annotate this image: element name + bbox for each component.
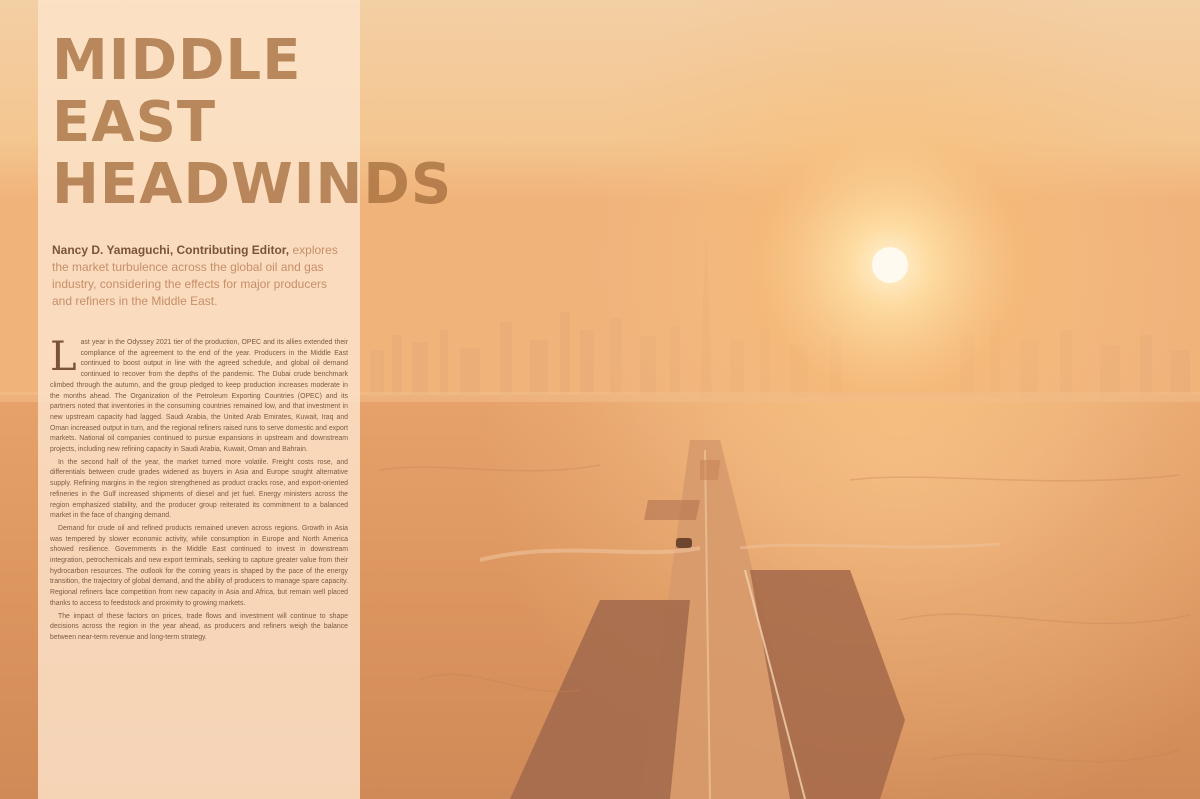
- car: [676, 538, 692, 548]
- article-body: [50, 338, 348, 796]
- article-headline: MIDDLE EAST HEADWINDS: [52, 28, 453, 217]
- article-standfirst: explores the market turbulence across the global oil and gas industry, considering the effects for major producers and refiners in the Middle East.: [52, 243, 338, 308]
- article-intro: [52, 242, 342, 310]
- body-paragraph: Demand for crude oil and refined products remained uneven across regions. Growth in Asia was tempered by slower economic activity, while consumption in Europe and North America showed resilience. Governments in the Middle East continued to invest in downstream integration, petrochemicals and new export terminals, seeking to capture greater value from their hydrocarbon resources. The outlook for the coming years is shaped by the pace of the energy transition, the trajectory of global demand, and the ability of producers to manage spare capacity. Regional refiners face competition from new capacity in Asia and Africa, but remain well placed thanks to access to feedstock and proximity to growing markets.: [50, 524, 348, 607]
- body-paragraph: In the second half of the year, the market turned more volatile. Freight costs rose, and differentials between crude grades widened as buyers in Asia and Europe sought alternative supply. Refining margins in the region strengthened as product cracks rose, and export-oriented refineries in the Gulf increased shipments of diesel and jet fuel. Energy ministers across the region emphasized stability, and the producer group reiterated its commitment to a balanced market in the face of changing demand.: [50, 458, 348, 520]
- drop-cap: L: [50, 338, 77, 380]
- body-paragraph: Last year in the Odyssey 2021 tier of the production, OPEC and its allies extended their compliance of the agreement to the end of the year. Producers in the Middle East continued to boost output in line with the agreed schedule, and global oil demand continued to recover from the depths of the pandemic. The Dubai crude benchmark climbed through the autumn, and the group pledged to keep production increases moderate in the months ahead. The Organization of the Petroleum Exporting Countries (OPEC) and its partners noted that inventories in the consuming countries remained low, and that investment in new upstream capacity had lagged. Saudi Arabia, the United Arab Emirates, Kuwait, Iraq and Oman increased output in turn, and the regional refiners raised runs to serve domestic and export markets. National oil companies continued to pursue expansions in upstream and downstream projects, including new refining capacity in Saudi Arabia, Kuwait, Oman and Bahrain.: [50, 338, 348, 454]
- article-byline: Nancy D. Yamaguchi, Contributing Editor,: [52, 243, 290, 257]
- sun: [872, 247, 908, 283]
- body-paragraph: The impact of these factors on prices, trade flows and investment will continue to shape decisions across the region in the year ahead, as producers and refiners weigh the balance between near-term revenue and long-term strategy.: [50, 612, 348, 641]
